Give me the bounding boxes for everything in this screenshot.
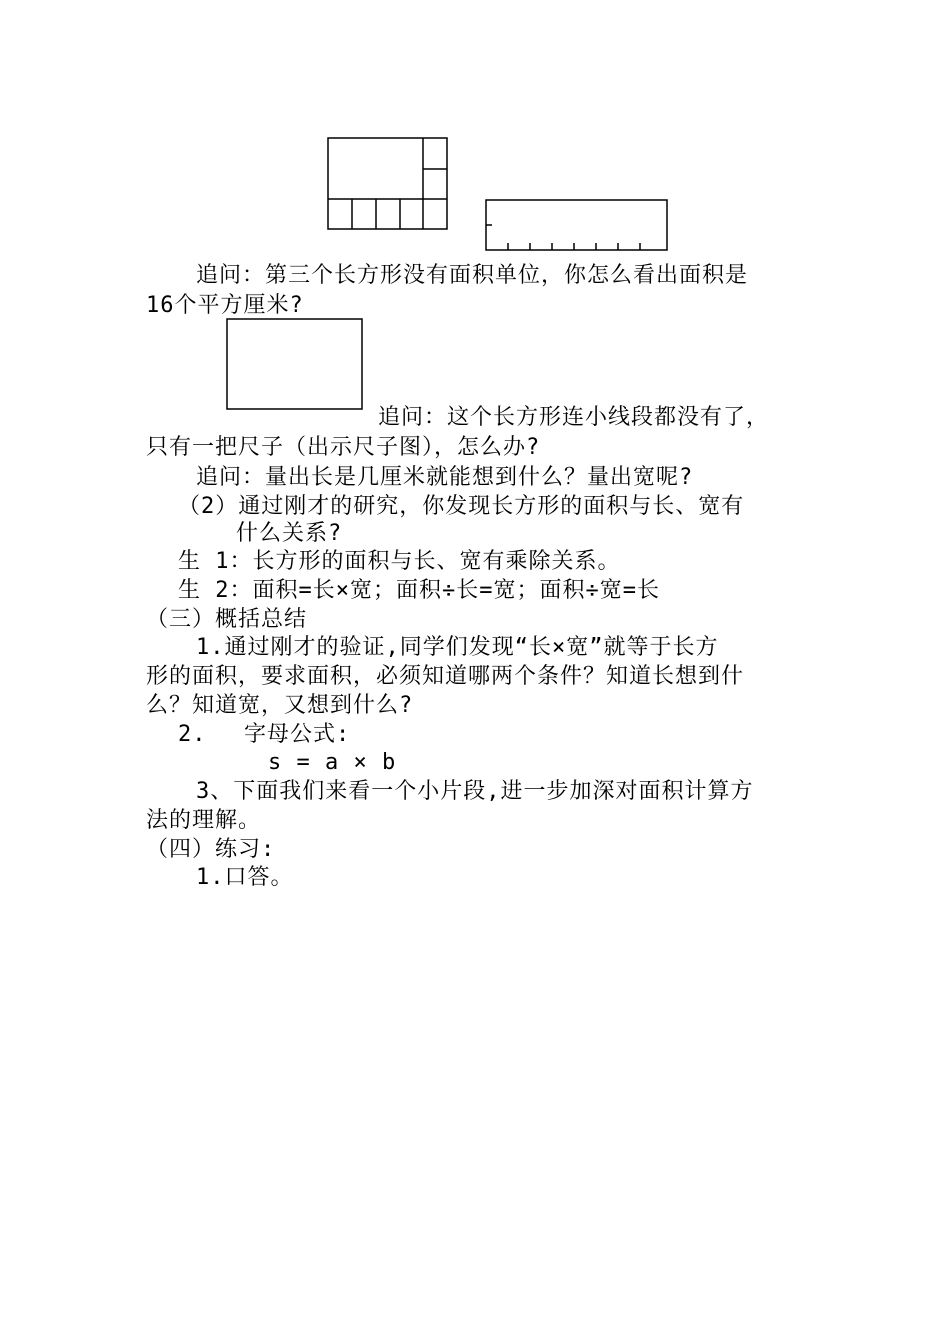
point-3-line-1: 3、下面我们来看一个小片段,进一步加深对面积计算方	[196, 779, 754, 804]
tick-rectangle-figure	[484, 198, 670, 254]
student-2-answer: 生 2：面积=长×宽；面积÷长=宽；面积÷宽=长	[178, 578, 660, 603]
point-2-label: 字母公式:	[244, 722, 351, 747]
question-3: 追问：量出长是几厘米就能想到什么？量出宽呢?	[196, 465, 694, 490]
student-1-answer: 生 1：长方形的面积与长、宽有乘除关系。	[178, 549, 621, 574]
point-3-line-2: 法的理解。	[146, 808, 262, 833]
section-3-heading: （三）概括总结	[146, 607, 308, 632]
plain-rectangle-figure	[225, 317, 365, 412]
point-1-line-1: 1.通过刚才的验证,同学们发现“长×宽”就等于长方	[196, 635, 719, 660]
exercise-1: 1.口答。	[196, 865, 294, 890]
item-2-line-1: （2）通过刚才的研究，你发现长方形的面积与长、宽有	[178, 494, 745, 519]
point-1-line-3: 么？知道宽，又想到什么?	[146, 693, 414, 718]
section-4-heading: （四）练习:	[146, 837, 276, 862]
point-2-number: 2.	[178, 722, 207, 747]
question-1-line-1: 追问：第三个长方形没有面积单位，你怎么看出面积是	[196, 263, 749, 288]
area-formula: s = a × b	[268, 750, 397, 775]
item-2-line-2: 什么关系?	[236, 521, 343, 546]
question-2-line-2: 只有一把尺子（出示尺子图），怎么办?	[146, 435, 541, 460]
question-2-line-1: 追问：这个长方形连小线段都没有了，	[378, 405, 770, 430]
grid-rectangle-figure	[326, 136, 450, 232]
question-1-line-2: 16个平方厘米?	[146, 293, 304, 318]
point-1-line-2: 形的面积，要求面积，必须知道哪两个条件？知道长想到什	[146, 664, 745, 689]
grid-rect-outline	[328, 138, 447, 229]
